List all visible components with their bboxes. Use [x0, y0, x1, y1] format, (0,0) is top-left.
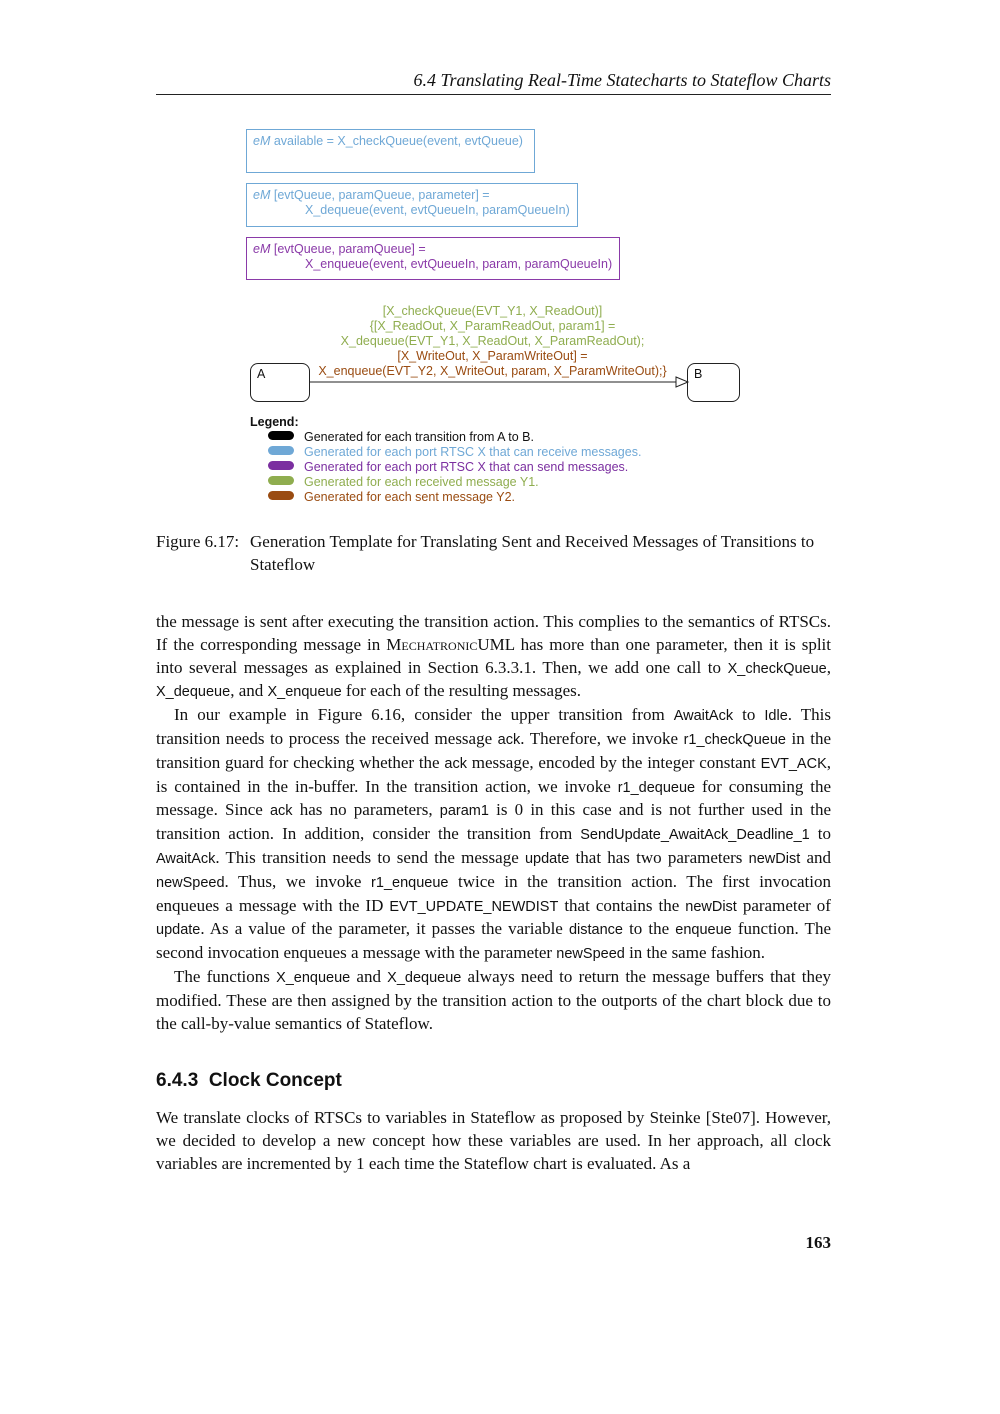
legend-item-received-message	[268, 475, 539, 490]
transition-dequeue-line2: X_dequeue(EVT_Y1, X_ReadOut, X_ParamReadOut);	[340, 334, 645, 348]
legend-swatch	[268, 491, 294, 500]
paragraph-4: We translate clocks of RTSCs to variables in Stateflow as proposed by Steinke [Ste07]. However, we decided to develop a new concept how these variables are used. In her approach, all clock variables are incremented by 1 each time the Stateflow chart is evaluated. As a	[156, 1108, 831, 1173]
legend-swatch	[268, 446, 294, 455]
page-number: 163	[805, 1233, 831, 1252]
legend-item-sent-message	[268, 490, 515, 505]
box-line1: [evtQueue, paramQueue] =	[270, 242, 426, 256]
dequeue-box	[246, 183, 578, 227]
paragraph-3: The functions X_enqueue and X_dequeue always need to return the message buffers that they modified. These are then assigned by the transition action to the outports of the chart block due to the call-by-value semantics of Stateflow.	[156, 966, 832, 1033]
figure-caption	[156, 530, 831, 576]
box-prefix: eM	[253, 242, 271, 256]
legend-text: Generated for each sent message Y2.	[304, 490, 516, 504]
state-b: B	[687, 363, 740, 402]
transition-enqueue-line2: X_enqueue(EVT_Y2, X_WriteOut, param, X_ParamWriteOut);}	[318, 364, 667, 378]
section-title: Clock Concept	[208, 1070, 342, 1091]
body-text-clock	[156, 1107, 831, 1175]
arrowhead-icon	[676, 377, 688, 387]
body-text	[156, 611, 831, 1035]
transition-guard-line: [X_checkQueue(EVT_Y1, X_ReadOut)]	[382, 304, 603, 318]
legend-text: Generated for each received message Y1.	[304, 475, 539, 489]
paragraph-1: the message is sent after executing the transition action. This complies to the semantics of RTSCs. If the corresponding message in MechatronicUML has more than one parameter, then it is split into several messages as explained in Section 6.3.3.1. Then, we add one call to X_checkQueue, X_dequeue, and X_enqueue for each of the resulting messages.	[156, 612, 831, 701]
legend-item-send-port	[268, 460, 628, 475]
paragraph-2: In our example in Figure 6.16, consider the upper transition from AwaitAck to Idle. This transition needs to process the received message ack. Therefore, we invoke r1_checkQueue in the transition guard for checking whether the ack message, encoded by the integer constant EVT_ACK, is contained in the in-buffer. In the transition action, we invoke r1_dequeue for consuming the message. Since ack has no parameters, param1 is 0 in this case and is not further used in the transition action. In addition, consider the transition from SendUpdate_AwaitAck_Deadline_1 to AwaitAck. This transition needs to send the message update that has two parameters newDist and newSpeed. Thus, we invoke r1_enqueue twice in the transition action. The first invocation enqueues a message with the ID EVT_UPDATE_NEWDIST that contains the newDist parameter of update. As a value of the parameter, it passes the variable distance to the enqueue function. The second invocation enqueues a message with the parameter newSpeed in the same fashion.	[156, 705, 832, 963]
legend-swatch	[268, 476, 294, 485]
check-queue-box	[246, 129, 535, 173]
legend-swatch	[268, 431, 294, 440]
box-prefix: eM	[253, 188, 271, 202]
legend-item-transition	[268, 430, 534, 445]
section-heading	[156, 1070, 342, 1092]
running-header: 6.4 Translating Real-Time Statecharts to Stateflow Charts	[413, 70, 831, 90]
transition-enqueue-line1: [X_WriteOut, X_ParamWriteOut] =	[397, 349, 588, 363]
enqueue-box	[246, 237, 620, 280]
state-a: A	[250, 363, 310, 402]
transition-arrow	[308, 374, 690, 390]
header-rule	[156, 94, 831, 95]
caption-label: Figure 6.17:	[156, 532, 240, 551]
caption-text: Generation Template for Translating Sent and Received Messages of Transitions to Stateflow	[250, 532, 815, 574]
legend-swatch	[268, 461, 294, 470]
section-number: 6.4.3	[156, 1070, 199, 1091]
box-line2: X_enqueue(event, evtQueueIn, param, paramQueueIn)	[305, 257, 613, 271]
legend-item-receive-port	[268, 445, 641, 460]
legend-text: Generated for each port RTSC X that can send messages.	[304, 460, 629, 474]
box-line2: X_dequeue(event, evtQueueIn, paramQueueIn)	[305, 203, 570, 217]
legend-text: Generated for each transition from A to B.	[304, 430, 534, 444]
box-line1: available = X_checkQueue(event, evtQueue)	[270, 134, 523, 148]
box-prefix: eM	[253, 134, 271, 148]
transition-dequeue-line1: {[X_ReadOut, X_ParamReadOut, param1] =	[369, 319, 616, 333]
box-line1: [evtQueue, paramQueue, parameter] =	[270, 188, 490, 202]
legend-text: Generated for each port RTSC X that can receive messages.	[304, 445, 642, 459]
legend-title: Legend:	[250, 415, 299, 429]
